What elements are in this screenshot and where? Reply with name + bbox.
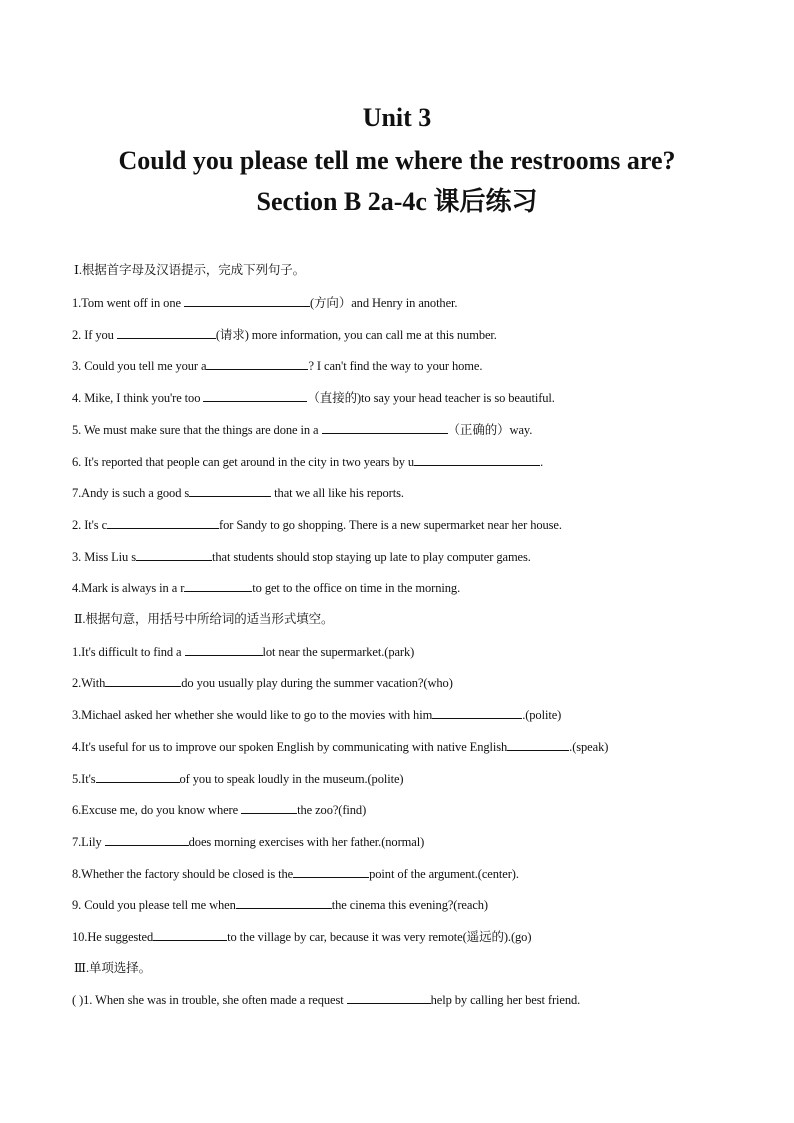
answer-blank[interactable] <box>206 357 308 370</box>
answer-blank[interactable] <box>185 643 263 656</box>
exercise-line <box>72 579 460 596</box>
sentence-text: the zoo?(find) <box>297 803 367 817</box>
sentence-text: 2.With <box>72 676 106 690</box>
exercise-line <box>72 484 404 501</box>
sentence-text: 2. It's c <box>72 518 108 532</box>
sentence-text: .(speak) <box>569 740 609 754</box>
answer-blank[interactable] <box>203 389 307 402</box>
answer-blank[interactable] <box>105 674 181 687</box>
sentence-text: 4.It's useful for us to improve our spoken English by communicating with native English <box>72 740 508 754</box>
sentence-text: does morning exercises with her father.(normal) <box>188 835 425 849</box>
exercise-line <box>72 548 531 565</box>
answer-blank[interactable] <box>432 706 522 719</box>
sentence-text: 4.Mark is always in a r <box>72 581 185 595</box>
answer-blank[interactable] <box>136 548 212 561</box>
answer-blank[interactable] <box>153 928 227 941</box>
sentence-text: 5.It's <box>72 772 96 786</box>
sentence-text: (请求) more information, you can call me at this number. <box>215 328 497 342</box>
answer-blank[interactable] <box>236 896 332 909</box>
sentence-text: of you to speak loudly in the museum.(polite) <box>179 772 404 786</box>
title-unit: Unit 3 <box>362 103 432 132</box>
sentence-text: that students should stop staying up late to play computer games. <box>212 550 531 564</box>
answer-blank[interactable] <box>414 453 540 466</box>
answer-blank[interactable] <box>184 579 252 592</box>
sentence-text: to the village by car, because it was very remote(遥远的).(go) <box>227 930 532 944</box>
answer-blank[interactable] <box>105 833 189 846</box>
answer-blank[interactable] <box>107 516 219 529</box>
sentence-text: lot near the supermarket.(park) <box>262 645 415 659</box>
sentence-text: . <box>540 455 544 469</box>
exercise-line <box>72 453 543 470</box>
sentence-text: to get to the office on time in the morning. <box>252 581 461 595</box>
exercise-line <box>72 865 519 882</box>
exercise-line <box>72 326 497 343</box>
exercise-line <box>72 389 555 406</box>
exercise-line <box>72 991 580 1008</box>
exercise-line <box>72 421 532 438</box>
sentence-text: （直接的)to say your head teacher is so beautiful. <box>307 391 555 405</box>
answer-blank[interactable] <box>96 770 180 783</box>
exercise-line <box>72 928 531 945</box>
answer-blank[interactable] <box>241 801 297 814</box>
exercise-line <box>72 896 488 913</box>
sentence-text: ( )1. When she was in trouble, she often made a request <box>72 993 347 1007</box>
sentence-text: 4. Mike, I think you're too <box>72 391 204 405</box>
sentence-text: 2. If you <box>72 328 117 342</box>
sentence-text: （正确的）way. <box>447 423 533 437</box>
section2-heading: Ⅱ.根据句意，用括号中所给词的适当形式填空。 <box>74 612 334 626</box>
exercise-line <box>72 706 561 723</box>
section1-heading: Ⅰ.根据首字母及汉语提示，完成下列句子。 <box>74 263 306 277</box>
sentence-text: 5. We must make sure that the things are done in a <box>72 423 322 437</box>
sentence-text: 10.He suggested <box>72 930 154 944</box>
sentence-text: ? I can't find the way to your home. <box>308 359 483 373</box>
exercise-line <box>72 833 424 850</box>
sentence-text: 7.Andy is such a good s <box>72 486 190 500</box>
exercise-line <box>72 357 482 374</box>
exercise-line <box>72 294 457 311</box>
exercise-line <box>72 674 453 691</box>
sentence-text: (方向）and Henry in another. <box>309 296 458 310</box>
sentence-text: 3. Could you tell me your a <box>72 359 207 373</box>
exercise-line <box>72 801 366 818</box>
exercise-line <box>72 770 403 787</box>
sentence-text: help by calling her best friend. <box>430 993 581 1007</box>
sentence-text: 1.Tom went off in one <box>72 296 184 310</box>
section3-heading: Ⅲ.单项选择。 <box>74 961 151 975</box>
sentence-text: the cinema this evening?(reach) <box>331 898 488 912</box>
title-question: Could you please tell me where the restrooms are? <box>118 146 676 175</box>
answer-blank[interactable] <box>347 991 431 1004</box>
sentence-text: for Sandy to go shopping. There is a new supermarket near her house. <box>219 518 562 532</box>
answer-blank[interactable] <box>184 294 310 307</box>
exercise-line <box>72 516 562 533</box>
answer-blank[interactable] <box>189 484 271 497</box>
sentence-text: 9. Could you please tell me when <box>72 898 236 912</box>
sentence-text: .(polite) <box>522 708 562 722</box>
answer-blank[interactable] <box>293 865 369 878</box>
sentence-text: 8.Whether the factory should be closed is the <box>72 867 294 881</box>
sentence-text: 7.Lily <box>72 835 105 849</box>
sentence-text: 6. It's reported that people can get around in the city in two years by u <box>72 455 415 469</box>
sentence-text: 3.Michael asked her whether she would like to go to the movies with him <box>72 708 433 722</box>
sentence-text: 1.It's difficult to find a <box>72 645 185 659</box>
sentence-text: 6.Excuse me, do you know where <box>72 803 242 817</box>
exercise-line <box>72 643 414 660</box>
answer-blank[interactable] <box>117 326 216 339</box>
title-section: Section B 2a-4c 课后练习 <box>256 187 538 216</box>
answer-blank[interactable] <box>507 738 569 751</box>
sentence-text: 3. Miss Liu s <box>72 550 136 564</box>
exercise-line <box>72 738 608 755</box>
sentence-text: do you usually play during the summer vacation?(who) <box>181 676 453 690</box>
answer-blank[interactable] <box>322 421 448 434</box>
sentence-text: that we all like his reports. <box>271 486 404 500</box>
sentence-text: point of the argument.(center). <box>369 867 519 881</box>
